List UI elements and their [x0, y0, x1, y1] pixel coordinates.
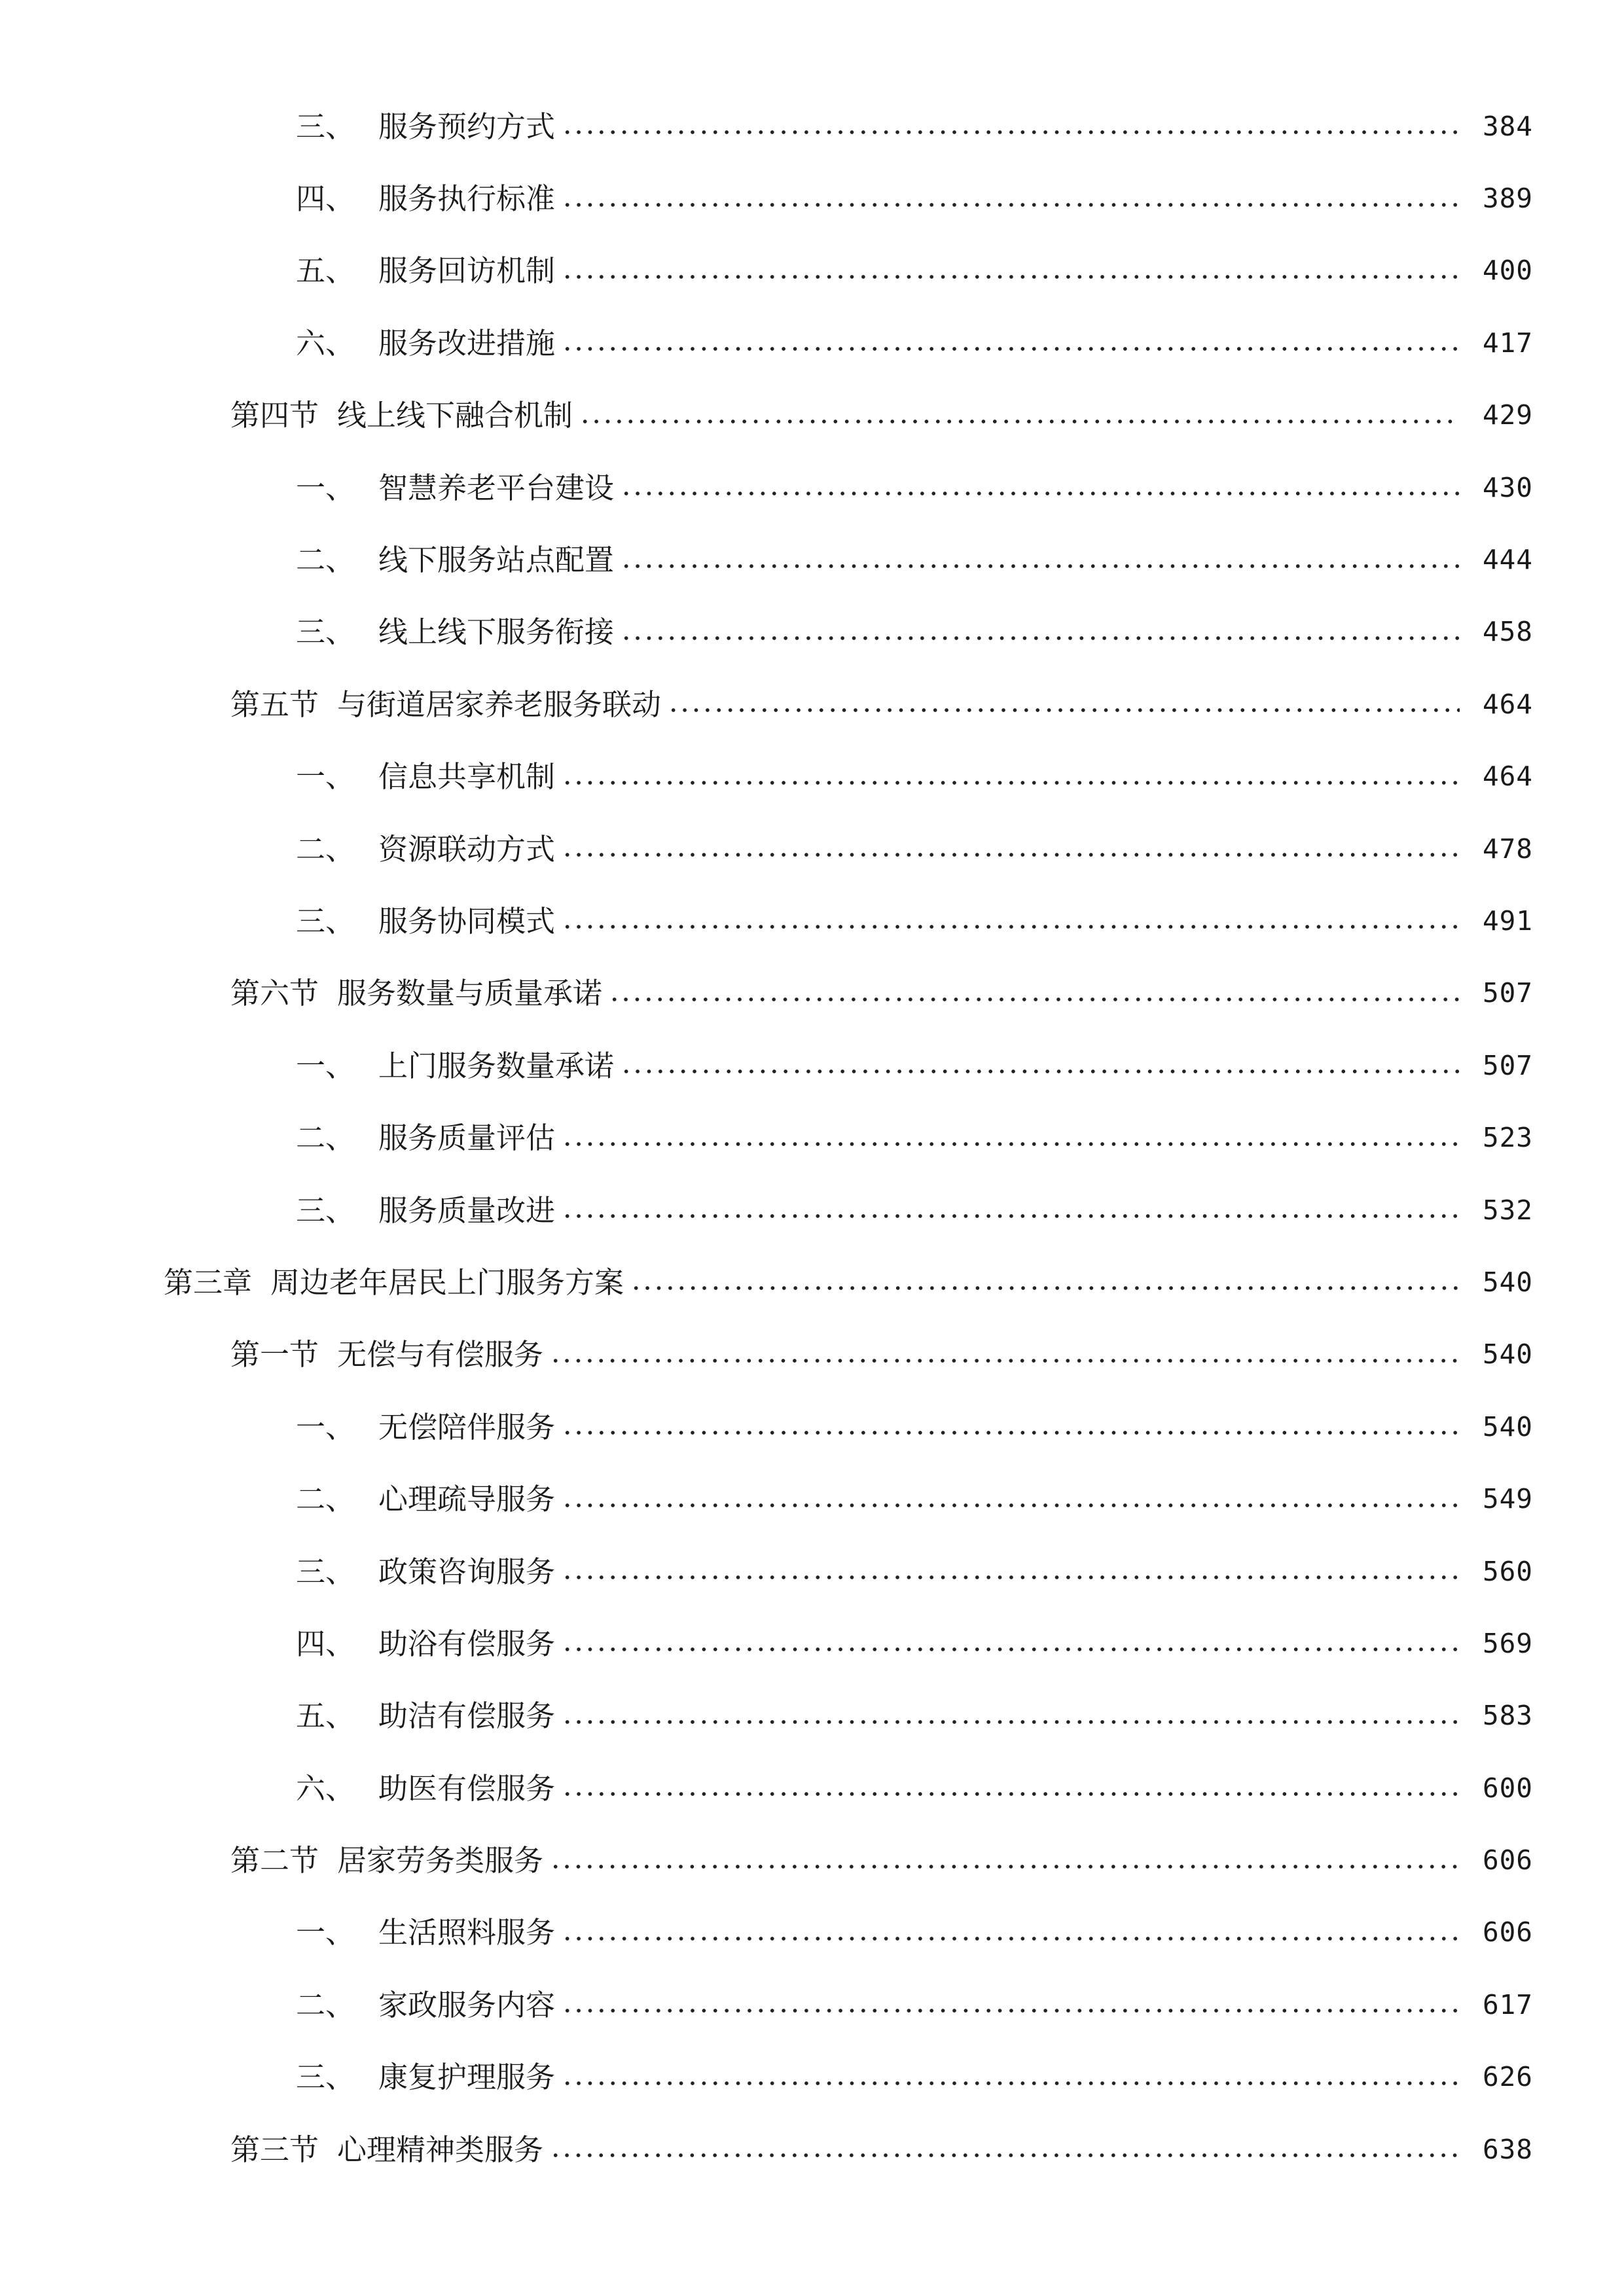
toc-entry-text: 服务数量与质量承诺	[337, 976, 603, 1011]
toc-entry-number: 三、	[296, 1554, 355, 1589]
table-of-contents	[0, 90, 1624, 2185]
toc-entry-page: 464	[1482, 761, 1533, 793]
toc-entry-title	[296, 2060, 556, 2095]
toc-entry-text: 服务质量改进	[378, 1193, 556, 1228]
dot-leader	[562, 129, 1460, 135]
toc-entry-text: 服务协同模式	[378, 903, 556, 939]
toc-entry[interactable]	[0, 1680, 1624, 1752]
toc-entry-title	[230, 1337, 544, 1372]
toc-entry-page: 540	[1482, 1410, 1533, 1443]
toc-entry-number: 三、	[296, 903, 355, 939]
toc-entry-text: 周边老年居民上门服务方案	[270, 1265, 624, 1300]
toc-entry-page: 389	[1482, 183, 1533, 215]
dot-leader	[550, 1863, 1460, 1870]
toc-entry-text: 助洁有偿服务	[378, 1698, 556, 1734]
toc-entry[interactable]	[0, 307, 1624, 379]
toc-entry[interactable]	[0, 2041, 1624, 2113]
toc-chapter-entry[interactable]	[0, 1246, 1624, 1318]
toc-entry-text: 线上线下服务衔接	[378, 615, 615, 650]
toc-entry-title	[296, 831, 556, 867]
toc-entry-title	[230, 2132, 544, 2167]
toc-entry-page: 384	[1482, 110, 1533, 142]
toc-entry-number: 第五节	[230, 687, 319, 722]
toc-entry-title	[296, 470, 615, 505]
toc-entry-text: 心理疏导服务	[378, 1482, 556, 1517]
toc-entry[interactable]	[0, 1752, 1624, 1824]
dot-leader	[562, 852, 1460, 858]
toc-entry-title	[296, 325, 556, 361]
toc-entry-number: 五、	[296, 1698, 355, 1734]
toc-entry-title	[296, 543, 615, 578]
toc-entry-page: 560	[1482, 1555, 1533, 1587]
toc-entry-number: 第二节	[230, 1843, 319, 1878]
toc-entry-text: 上门服务数量承诺	[378, 1048, 615, 1083]
toc-entry-title	[296, 1409, 556, 1444]
toc-entry-page: 606	[1482, 1844, 1533, 1876]
toc-entry-number: 一、	[296, 1915, 355, 1950]
toc-entry-number: 一、	[296, 470, 355, 505]
toc-entry[interactable]	[0, 1607, 1624, 1679]
toc-entry[interactable]	[0, 162, 1624, 234]
toc-entry-title	[296, 1987, 556, 2022]
toc-entry[interactable]	[0, 235, 1624, 307]
toc-entry-title	[296, 181, 556, 217]
toc-entry[interactable]	[0, 741, 1624, 813]
toc-entry-title	[230, 687, 662, 722]
toc-entry-page: 540	[1482, 1266, 1533, 1298]
toc-entry[interactable]	[0, 1463, 1624, 1535]
toc-entry-page: 638	[1482, 2133, 1533, 2165]
dot-leader	[621, 490, 1460, 497]
toc-entry-number: 二、	[296, 1482, 355, 1517]
dot-leader	[562, 1719, 1460, 1725]
toc-entry-number: 一、	[296, 1409, 355, 1444]
toc-entry[interactable]	[0, 596, 1624, 668]
toc-entry-text: 服务回访机制	[378, 253, 556, 289]
dot-leader	[562, 202, 1460, 208]
toc-entry[interactable]	[0, 1102, 1624, 1174]
toc-entry-page: 583	[1482, 1700, 1533, 1732]
toc-entry-number: 一、	[296, 759, 355, 795]
toc-section-entry[interactable]	[0, 958, 1624, 1030]
dot-leader	[579, 418, 1460, 425]
toc-entry-page: 600	[1482, 1772, 1533, 1804]
toc-section-entry[interactable]	[0, 1319, 1624, 1391]
dot-leader	[562, 1791, 1460, 1797]
toc-entry-number: 三、	[296, 109, 355, 144]
toc-entry-title	[296, 759, 556, 795]
toc-entry-title	[296, 1482, 556, 1517]
toc-entry-number: 三、	[296, 2060, 355, 2095]
toc-entry-text: 服务预约方式	[378, 109, 556, 144]
toc-entry-text: 服务质量评估	[378, 1121, 556, 1156]
toc-entry-title	[230, 398, 573, 433]
toc-entry-page: 491	[1482, 905, 1533, 937]
toc-entry-page: 507	[1482, 1049, 1533, 1081]
toc-entry-number: 一、	[296, 1048, 355, 1083]
toc-entry-text: 服务执行标准	[378, 181, 556, 217]
toc-entry-page: 549	[1482, 1483, 1533, 1515]
toc-entry[interactable]	[0, 452, 1624, 524]
dot-leader	[668, 707, 1460, 713]
dot-leader	[562, 1935, 1460, 1942]
dot-leader	[562, 924, 1460, 930]
toc-entry-number: 二、	[296, 1121, 355, 1156]
dot-leader	[621, 1068, 1460, 1075]
toc-entry-text: 服务改进措施	[378, 325, 556, 361]
toc-entry-text: 线上线下融合机制	[337, 398, 573, 433]
toc-entry-number: 二、	[296, 543, 355, 578]
toc-entry-text: 信息共享机制	[378, 759, 556, 795]
toc-entry-number: 第三章	[164, 1265, 253, 1300]
dot-leader	[550, 1357, 1460, 1364]
dot-leader	[621, 563, 1460, 569]
toc-entry-text: 线下服务站点配置	[378, 543, 615, 578]
dot-leader	[562, 1429, 1460, 1436]
dot-leader	[562, 274, 1460, 280]
toc-entry-number: 第一节	[230, 1337, 319, 1372]
toc-entry-title	[296, 615, 615, 650]
toc-entry-text: 心理精神类服务	[337, 2132, 544, 2167]
toc-entry-page: 430	[1482, 471, 1533, 503]
toc-entry-number: 二、	[296, 1987, 355, 2022]
toc-entry-page: 400	[1482, 255, 1533, 287]
toc-entry-title	[296, 1048, 615, 1083]
dot-leader	[562, 1141, 1460, 1147]
toc-entry-text: 资源联动方式	[378, 831, 556, 867]
toc-entry[interactable]	[0, 1174, 1624, 1246]
toc-entry-page: 429	[1482, 399, 1533, 431]
toc-entry-number: 二、	[296, 831, 355, 867]
toc-entry[interactable]	[0, 1897, 1624, 1969]
toc-entry-page: 444	[1482, 544, 1533, 576]
toc-entry-page: 478	[1482, 833, 1533, 865]
dot-leader	[562, 2007, 1460, 2014]
toc-entry[interactable]	[0, 1535, 1624, 1607]
dot-leader	[621, 635, 1460, 641]
dot-leader	[562, 346, 1460, 352]
toc-entry-text: 助浴有偿服务	[378, 1626, 556, 1661]
toc-entry-page: 606	[1482, 1916, 1533, 1948]
toc-entry-number: 第四节	[230, 398, 319, 433]
toc-section-entry[interactable]	[0, 2113, 1624, 2185]
toc-entry-title	[296, 1770, 556, 1806]
toc-entry-page: 626	[1482, 2061, 1533, 2093]
toc-entry-title	[296, 253, 556, 289]
toc-entry-page: 523	[1482, 1122, 1533, 1154]
toc-entry-number: 四、	[296, 1626, 355, 1661]
toc-entry-number: 第三节	[230, 2132, 319, 2167]
toc-entry-page: 532	[1482, 1194, 1533, 1226]
toc-entry-text: 政策咨询服务	[378, 1554, 556, 1589]
toc-entry-title	[296, 1915, 556, 1950]
toc-entry-number: 六、	[296, 325, 355, 361]
dot-leader	[562, 2080, 1460, 2087]
toc-entry-page: 417	[1482, 327, 1533, 359]
toc-entry[interactable]	[0, 885, 1624, 957]
toc-entry-title	[296, 109, 556, 144]
dot-leader	[609, 996, 1460, 1003]
toc-entry-number: 五、	[296, 253, 355, 289]
toc-entry-number: 六、	[296, 1770, 355, 1806]
toc-entry-page: 464	[1482, 688, 1533, 720]
toc-entry-title	[296, 1121, 556, 1156]
toc-entry-text: 康复护理服务	[378, 2060, 556, 2095]
toc-entry-text: 无偿陪伴服务	[378, 1409, 556, 1444]
dot-leader	[562, 1574, 1460, 1581]
dot-leader	[562, 780, 1460, 786]
toc-section-entry[interactable]	[0, 380, 1624, 452]
toc-entry[interactable]	[0, 1030, 1624, 1102]
toc-section-entry[interactable]	[0, 668, 1624, 740]
toc-section-entry[interactable]	[0, 1824, 1624, 1896]
dot-leader	[562, 1646, 1460, 1653]
toc-entry-page: 507	[1482, 977, 1533, 1009]
toc-entry[interactable]	[0, 90, 1624, 162]
toc-entry-text: 家政服务内容	[378, 1987, 556, 2022]
toc-entry[interactable]	[0, 813, 1624, 885]
toc-entry-page: 617	[1482, 1988, 1533, 2020]
toc-entry-title	[296, 1554, 556, 1589]
toc-entry-title	[230, 976, 603, 1011]
toc-entry-text: 与街道居家养老服务联动	[337, 687, 662, 722]
toc-entry-text: 居家劳务类服务	[337, 1843, 544, 1878]
toc-entry-title	[164, 1265, 624, 1300]
toc-entry[interactable]	[0, 1969, 1624, 2041]
toc-entry-number: 三、	[296, 615, 355, 650]
toc-entry-title	[230, 1843, 544, 1878]
dot-leader	[562, 1502, 1460, 1509]
toc-entry-page: 540	[1482, 1338, 1533, 1371]
toc-entry-page: 569	[1482, 1627, 1533, 1659]
dot-leader	[550, 2152, 1460, 2159]
toc-entry-text: 无偿与有偿服务	[337, 1337, 544, 1372]
dot-leader	[630, 1285, 1460, 1291]
toc-entry-text: 助医有偿服务	[378, 1770, 556, 1806]
toc-entry[interactable]	[0, 1391, 1624, 1463]
toc-entry-number: 三、	[296, 1193, 355, 1228]
toc-entry-title	[296, 1698, 556, 1734]
toc-entry-text: 生活照料服务	[378, 1915, 556, 1950]
toc-entry-title	[296, 903, 556, 939]
toc-entry-number: 四、	[296, 181, 355, 217]
toc-entry-title	[296, 1626, 556, 1661]
toc-entry[interactable]	[0, 524, 1624, 596]
toc-entry-title	[296, 1193, 556, 1228]
dot-leader	[562, 1213, 1460, 1219]
toc-entry-page: 458	[1482, 616, 1533, 648]
toc-entry-number: 第六节	[230, 976, 319, 1011]
toc-entry-text: 智慧养老平台建设	[378, 470, 615, 505]
